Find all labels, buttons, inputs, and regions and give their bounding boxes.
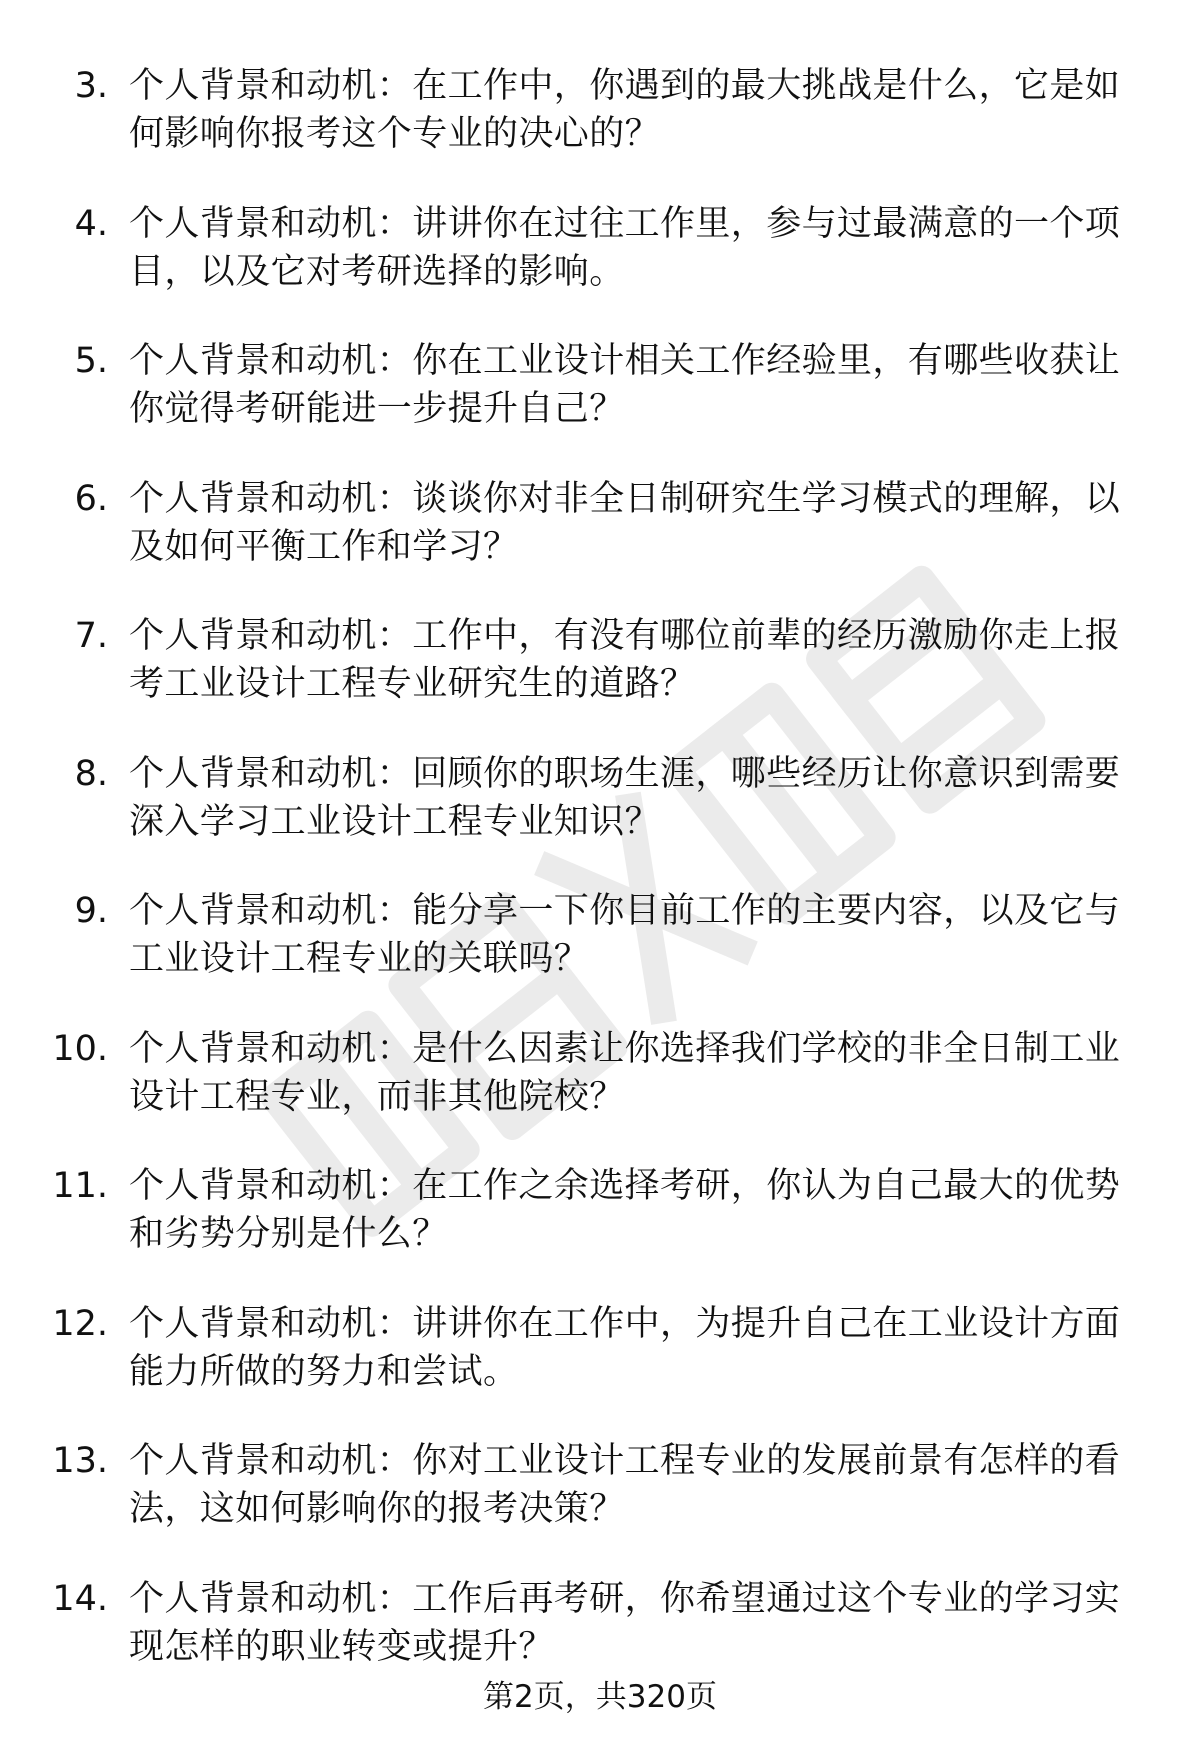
- question-number: 14.: [52, 1578, 108, 1619]
- question-text: 个人背景和动机：能分享一下你目前工作的主要内容，以及它与工业设计工程专业的关联吗？: [129, 891, 1121, 979]
- list-item: [0, 475, 1200, 613]
- question-list: [0, 62, 1200, 1712]
- question-number: 12.: [52, 1303, 108, 1344]
- list-item: [0, 62, 1200, 200]
- question-number: 9.: [74, 891, 108, 931]
- question-text: 个人背景和动机：工作中，有没有哪位前辈的经历激励你走上报考工业设计工程专业研究生的道路？: [129, 616, 1121, 704]
- question-number: 5.: [74, 341, 108, 381]
- list-item: [0, 200, 1200, 338]
- question-number: 13.: [52, 1441, 108, 1481]
- question-number: 11.: [52, 1166, 108, 1206]
- question-number: 8.: [74, 753, 108, 794]
- question-text: 个人背景和动机：谈谈你对非全日制研究生学习模式的理解，以及如何平衡工作和学习？: [129, 478, 1121, 567]
- question-text: 个人背景和动机：在工作中，你遇到的最大挑战是什么，它是如何影响你报考这个专业的决心的？: [129, 66, 1121, 154]
- list-item: [0, 337, 1200, 475]
- question-text: 个人背景和动机：工作后再考研，你希望通过这个专业的学习实现怎样的职业转变或提升？: [129, 1578, 1121, 1667]
- list-item: [0, 1437, 1200, 1575]
- question-number: 10.: [52, 1028, 108, 1069]
- list-item: [0, 1300, 1200, 1438]
- list-item: [0, 612, 1200, 750]
- question-text: 个人背景和动机：在工作之余选择考研，你认为自己最大的优势和劣势分别是什么？: [129, 1166, 1121, 1254]
- question-number: 3.: [74, 66, 108, 106]
- question-number: 6.: [74, 478, 108, 519]
- question-text: 个人背景和动机：讲讲你在工作中，为提升自己在工业设计方面能力所做的努力和尝试。: [129, 1303, 1121, 1392]
- question-text: 个人背景和动机：回顾你的职场生涯，哪些经历让你意识到需要深入学习工业设计工程专业知识？: [129, 753, 1121, 842]
- question-text: 个人背景和动机：是什么因素让你选择我们学校的非全日制工业设计工程专业，而非其他院校？: [129, 1028, 1121, 1117]
- list-item: [0, 1025, 1200, 1163]
- list-item: [0, 887, 1200, 1025]
- page-footer: 第2页，共320页: [483, 1679, 717, 1715]
- question-number: 4.: [74, 203, 108, 244]
- question-text: 个人背景和动机：你在工业设计相关工作经验里，有哪些收获让你觉得考研能进一步提升自己？: [129, 341, 1121, 429]
- question-text: 个人背景和动机：讲讲你在过往工作里，参与过最满意的一个项目，以及它对考研选择的影响。: [129, 203, 1121, 292]
- question-text: 个人背景和动机：你对工业设计工程专业的发展前景有怎样的看法，这如何影响你的报考决策？: [129, 1441, 1121, 1529]
- list-item: [0, 1162, 1200, 1300]
- question-number: 7.: [74, 616, 108, 656]
- list-item: [0, 750, 1200, 888]
